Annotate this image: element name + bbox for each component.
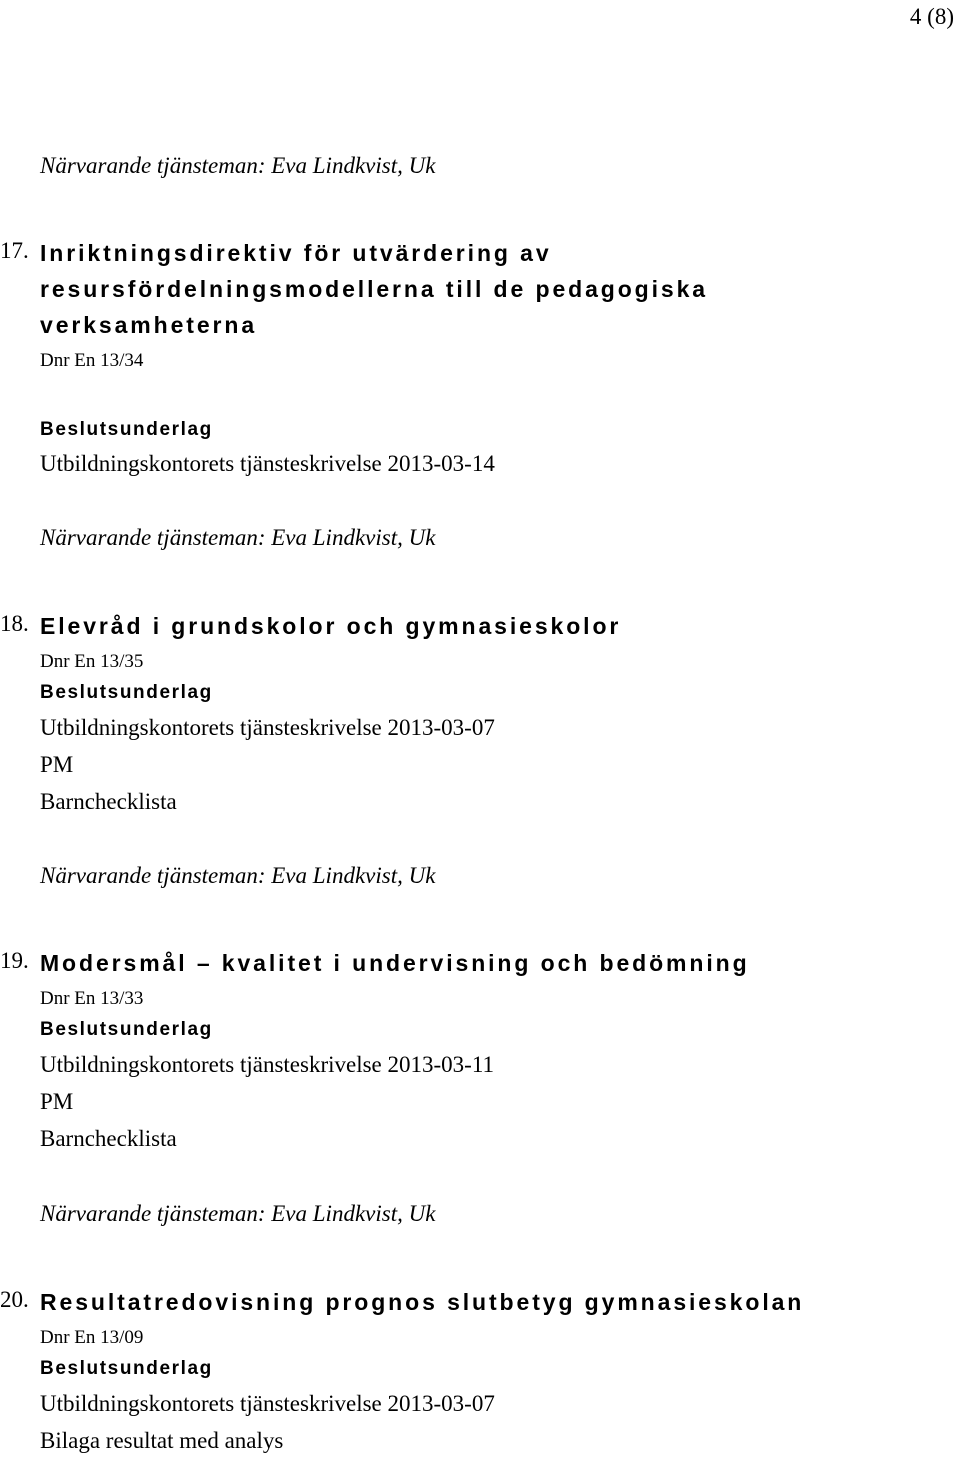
item-attendee: Närvarande tjänsteman: Eva Lindkvist, Uk [40,863,436,888]
document-line: PM [40,752,74,777]
document-line: Barnchecklista [40,789,177,814]
document-line: Utbildningskontorets tjänsteskrivelse 2013-03-11 [40,1052,494,1077]
item-title-line-2: resursfördelningsmodellerna till de pedagogiska [40,276,708,302]
basis-label: Beslutsunderlag [40,1358,213,1379]
item-attendee: Närvarande tjänsteman: Eva Lindkvist, Uk [40,1201,436,1226]
item-number: 19. [0,948,29,973]
document-line: Utbildningskontorets tjänsteskrivelse 2013-03-07 [40,1391,495,1416]
document-line: Utbildningskontorets tjänsteskrivelse 2013-03-14 [40,451,495,476]
item-dnr: Dnr En 13/34 [40,350,144,371]
item-number: 17. [0,238,29,263]
basis-label: Beslutsunderlag [40,1019,213,1040]
item-title-line-3: verksamheterna [40,312,258,338]
item-title-line-1: Inriktningsdirektiv för utvärdering av [40,240,552,266]
item-dnr: Dnr En 13/33 [40,988,144,1009]
item-number: 20. [0,1287,29,1312]
item-title-line-1: Modersmål – kvalitet i undervisning och bedömning [40,950,750,976]
item-number: 18. [0,611,29,636]
intro-attendee: Närvarande tjänsteman: Eva Lindkvist, Uk [40,153,436,178]
document-line: Barnchecklista [40,1126,177,1151]
item-attendee: Närvarande tjänsteman: Eva Lindkvist, Uk [40,525,436,550]
item-dnr: Dnr En 13/09 [40,1327,144,1348]
item-title-line-1: Elevråd i grundskolor och gymnasieskolor [40,613,622,639]
item-title-line-1: Resultatredovisning prognos slutbetyg gymnasieskolan [40,1289,805,1315]
document-line: Bilaga resultat med analys [40,1428,284,1453]
document-line: Utbildningskontorets tjänsteskrivelse 2013-03-07 [40,715,495,740]
item-dnr: Dnr En 13/35 [40,651,144,672]
page-number: 4 (8) [909,4,954,29]
document-line: PM [40,1089,74,1114]
basis-label: Beslutsunderlag [40,419,213,440]
basis-label: Beslutsunderlag [40,682,213,703]
